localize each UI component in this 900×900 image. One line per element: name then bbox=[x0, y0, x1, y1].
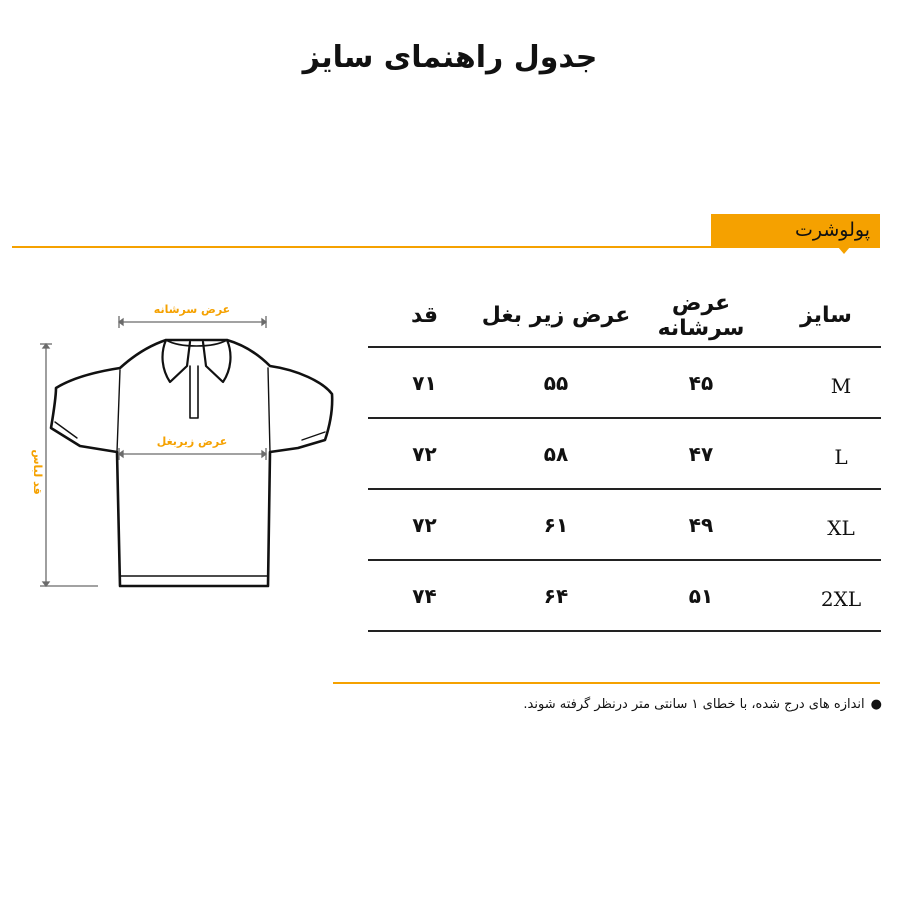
header-size: سایز bbox=[771, 285, 881, 347]
table-header-row bbox=[368, 285, 881, 347]
length-cell: ۷۲ bbox=[368, 489, 481, 560]
measure-lines bbox=[40, 316, 266, 586]
size-table bbox=[368, 285, 881, 632]
header-length: قد bbox=[368, 285, 481, 347]
shoulder-width-cell: ۴۷ bbox=[631, 418, 771, 489]
armpit-width-cell: ۶۴ bbox=[481, 560, 631, 631]
size-cell: 2XL bbox=[771, 560, 881, 631]
armpit-width-cell: ۵۸ bbox=[481, 418, 631, 489]
bullet-icon: ● bbox=[870, 697, 882, 712]
table-row bbox=[368, 560, 881, 631]
armpit-width-cell: ۵۵ bbox=[481, 347, 631, 418]
shoulder-width-cell: ۴۹ bbox=[631, 489, 771, 560]
size-cell: XL bbox=[771, 489, 881, 560]
note-divider bbox=[333, 682, 880, 684]
polo-shirt-outline-icon bbox=[51, 340, 332, 586]
length-label: قد لباس bbox=[31, 449, 44, 495]
table-row bbox=[368, 418, 881, 489]
table-row bbox=[368, 489, 881, 560]
table-row bbox=[368, 347, 881, 418]
polo-shirt-diagram bbox=[20, 290, 340, 600]
page-title: جدول راهنمای سایز bbox=[302, 40, 598, 75]
header-shoulder-width: عرض سرشانه bbox=[631, 285, 771, 347]
armpit-width-label: عرض زیربغل bbox=[156, 435, 228, 448]
note-text: اندازه های درج شده، با خطای ۱ سانتی متر درنظر گرفته شوند. bbox=[523, 697, 865, 712]
header-armpit-width: عرض زیر بغل bbox=[481, 285, 631, 347]
shoulder-width-cell: ۴۵ bbox=[631, 347, 771, 418]
size-cell: L bbox=[771, 418, 881, 489]
category-tab: پولوشرت bbox=[711, 214, 880, 247]
category-tab-notch bbox=[838, 247, 850, 254]
length-cell: ۷۲ bbox=[368, 418, 481, 489]
armpit-width-cell: ۶۱ bbox=[481, 489, 631, 560]
length-cell: ۷۱ bbox=[368, 347, 481, 418]
shoulder-width-label: عرض سرشانه bbox=[153, 303, 231, 316]
size-cell: M bbox=[771, 347, 881, 418]
shoulder-width-cell: ۵۱ bbox=[631, 560, 771, 631]
measurement-note bbox=[523, 697, 882, 712]
length-cell: ۷۴ bbox=[368, 560, 481, 631]
